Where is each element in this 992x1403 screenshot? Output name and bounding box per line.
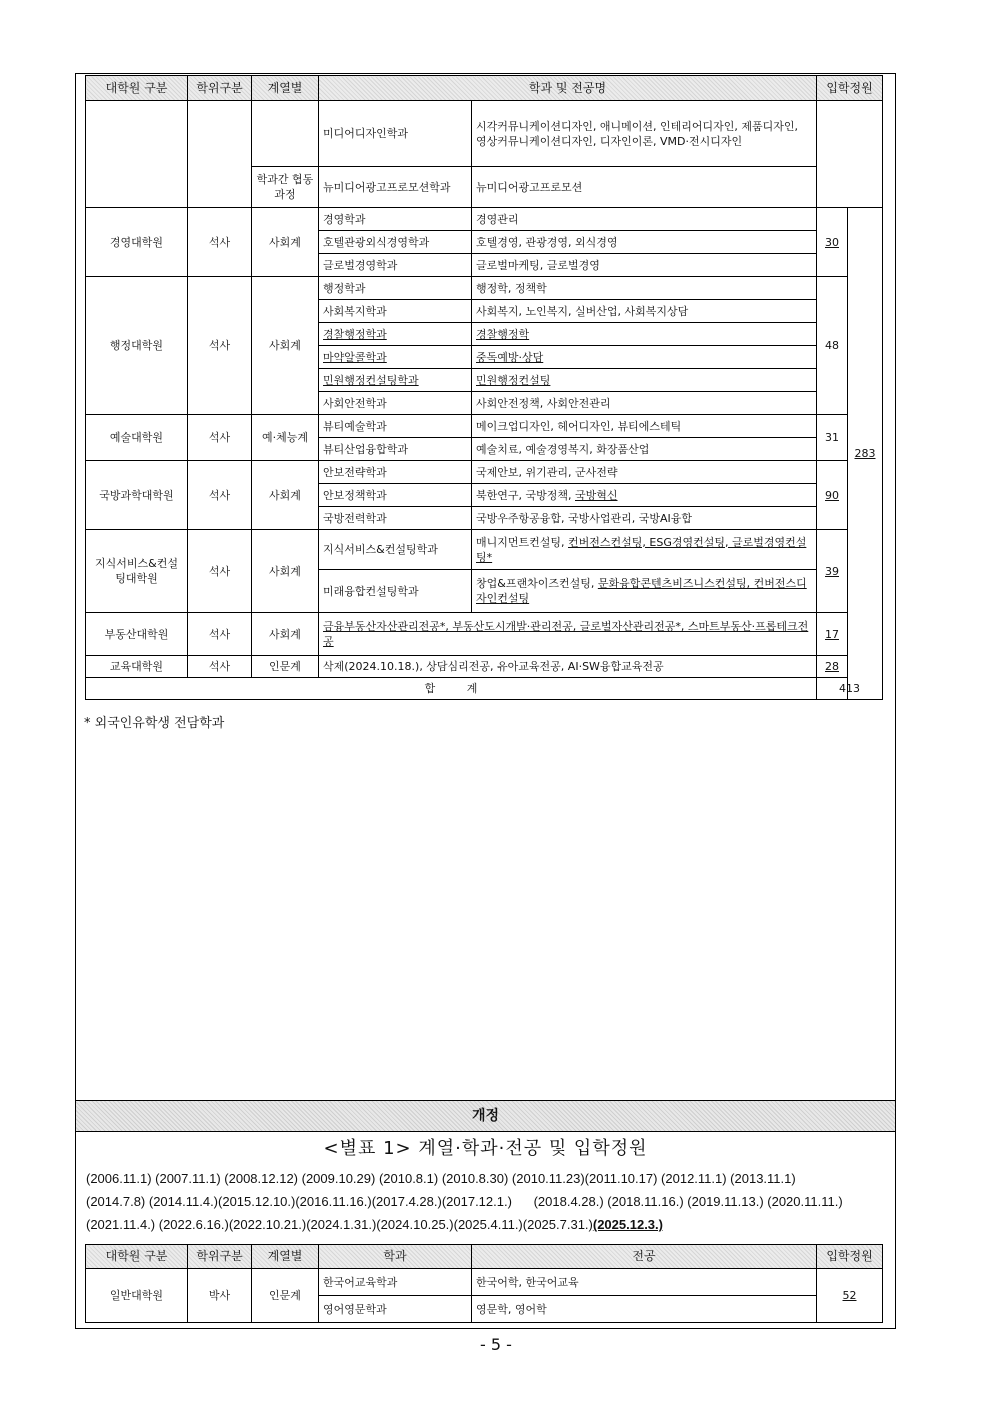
major-cell: 민원행정컨설팅	[472, 369, 817, 392]
dept-cell: 사회안전학과	[319, 392, 472, 415]
series-cell: 예·체능계	[252, 415, 319, 461]
series-cell: 사회계	[252, 613, 319, 656]
dept-cell: 민원행정컨설팅학과	[319, 369, 472, 392]
major-cell: 사회안전정책, 사회안전관리	[472, 392, 817, 415]
revision-dates-line: (2006.11.1) (2007.11.1) (2008.12.12) (2009.10.29) (2010.8.1) (2010.8.30) (2010.11.23)(2011.10.17) (2012.11.1) (2013.11.1)	[86, 1171, 796, 1186]
major-text: 매니지먼트컨설팅,	[476, 535, 569, 549]
quota-cell: 52	[817, 1269, 883, 1323]
quota-cell: 17	[817, 613, 848, 656]
degree-cell: 석사	[188, 613, 252, 656]
dept-cell: 지식서비스&컨설팅학과	[319, 530, 472, 570]
doctoral-quota-table	[85, 1244, 883, 1323]
quota-cell: 31	[817, 415, 848, 461]
school-name: 지식서비스&컨설팅대학원	[86, 530, 188, 613]
dept-cell: 안보전략학과	[319, 461, 472, 484]
revision-dates	[86, 1167, 892, 1236]
major-cell: 경영관리	[472, 208, 817, 231]
series-cell: 사회계	[252, 530, 319, 613]
latest-revision-date: (2025.12.3.)	[592, 1217, 663, 1232]
major-cell: 경찰행정학	[472, 323, 817, 346]
degree-cell: 석사	[188, 415, 252, 461]
major-cell: 중독예방·상담	[472, 346, 817, 369]
header-degree: 학위구분	[188, 1245, 252, 1269]
major-cell	[472, 484, 817, 507]
dept-cell: 경영학과	[319, 208, 472, 231]
major-text-revised: 국방혁신	[575, 488, 618, 502]
degree-cell: 석사	[188, 461, 252, 530]
dept-cell: 경찰행정학과	[319, 323, 472, 346]
revision-bar: 개정	[76, 1100, 895, 1132]
dept-cell: 뷰티예술학과	[319, 415, 472, 438]
page-number: - 5 -	[480, 1335, 512, 1354]
quota-cell: 28	[817, 656, 848, 678]
header-quota: 입학정원	[817, 76, 883, 101]
series-cell: 사회계	[252, 277, 319, 415]
major-cell: 삭제(2024.10.18.), 상담심리전공, 유아교육전공, AI·SW융합교육전공	[319, 656, 817, 678]
quota-cell: 39	[817, 530, 848, 613]
degree-cell: 석사	[188, 277, 252, 415]
major-text: 창업&프랜차이즈컨설팅,	[476, 577, 598, 590]
series-cell: 사회계	[252, 461, 319, 530]
series-cell: 인문계	[252, 656, 319, 678]
total-label: 합 계	[86, 678, 817, 700]
major-cell: 영문학, 영어학	[472, 1296, 817, 1323]
degree-cell: 석사	[188, 208, 252, 277]
header-series: 계열별	[252, 76, 319, 101]
total-value: 413	[817, 678, 883, 700]
major-cell: 행정학, 정책학	[472, 277, 817, 300]
dept-cell: 안보정책학과	[319, 484, 472, 507]
quota-cell: 30	[817, 208, 848, 277]
degree-cell: 박사	[188, 1269, 252, 1323]
major-cell	[472, 570, 817, 613]
empty-cell	[188, 101, 252, 208]
revision-dates-text: (2021.11.4.) (2022.6.16.)(2022.10.21.)(2024.1.31.)(2024.10.25.)(2025.4.11.)(2025.7.31.)	[86, 1217, 593, 1232]
quota-cell: 90	[817, 461, 848, 530]
school-name: 일반대학원	[86, 1269, 188, 1323]
series-cell: 사회계	[252, 208, 319, 277]
header-major: 전공	[472, 1245, 817, 1269]
major-text-revised: 컨버전스컨설팅, ESG경영컨설팅, 글로벌경영컨설팅*	[476, 535, 807, 564]
dept-cell: 영어영문학과	[319, 1296, 472, 1323]
empty-cell	[817, 101, 883, 208]
major-cell	[472, 530, 817, 570]
major-cell: 사회복지, 노인복지, 실버산업, 사회복지상담	[472, 300, 817, 323]
major-cell: 국방우주항공융합, 국방사업관리, 국방AI융합	[472, 507, 817, 530]
major-cell: 국제안보, 위기관리, 군사전략	[472, 461, 817, 484]
dept-cell: 마약알콜학과	[319, 346, 472, 369]
major-cell: 예술치료, 예술경영복지, 화장품산업	[472, 438, 817, 461]
school-name: 행정대학원	[86, 277, 188, 415]
dept-cell: 행정학과	[319, 277, 472, 300]
school-name: 교육대학원	[86, 656, 188, 678]
quota-cell: 48	[817, 277, 848, 415]
footnote: * 외국인유학생 전담학과	[84, 716, 225, 731]
header-series: 계열별	[252, 1245, 319, 1269]
dept-cell: 한국어교육학과	[319, 1269, 472, 1296]
admission-quota-table	[85, 75, 883, 700]
dept-cell: 미래융합컨설팅학과	[319, 570, 472, 613]
header-degree: 학위구분	[188, 76, 252, 101]
major-cell: 뉴미디어광고프로모션	[472, 167, 817, 208]
empty-cell	[86, 101, 188, 208]
special-total-cell: 283	[848, 208, 883, 700]
dept-cell: 호텔관광외식경영학과	[319, 231, 472, 254]
revision-dates-line: (2014.7.8) (2014.11.4.)(2015.12.10.)(2016.11.16.)(2017.4.28.)(2017.12.1.) (2018.4.28.) (2018.11.16.) (2019.11.13.) (2020.11.11.)	[86, 1194, 843, 1209]
degree-cell: 석사	[188, 530, 252, 613]
header-quota: 입학정원	[817, 1245, 883, 1269]
appendix-title: <별표 1> 계열·학과·전공 및 입학정원	[323, 1138, 648, 1159]
series-cell: 인문계	[252, 1269, 319, 1323]
major-cell: 글로벌마케팅, 글로벌경영	[472, 254, 817, 277]
header-graduate-school: 대학원 구분	[86, 1245, 188, 1269]
major-cell: 메이크업디자인, 헤어디자인, 뷰티에스테틱	[472, 415, 817, 438]
empty-cell	[252, 101, 319, 167]
major-cell: 금융부동산자산관리전공*, 부동산도시개발·관리전공, 글로벌자산관리전공*, 스마트부동산·프롭테크전공	[319, 613, 817, 656]
dept-cell: 미디어디자인학과	[319, 101, 472, 167]
school-name: 국방과학대학원	[86, 461, 188, 530]
major-text: 북한연구, 국방정책,	[476, 488, 575, 502]
major-text-revised: 문화융합콘텐츠비즈니스컨설팅, 컨버전스디자인컨설팅	[476, 577, 807, 605]
dept-cell: 글로벌경영학과	[319, 254, 472, 277]
series-cell: 학과간 협동과정	[252, 167, 319, 208]
degree-cell: 석사	[188, 656, 252, 678]
header-dept-major: 학과 및 전공명	[319, 76, 817, 101]
dept-cell: 뷰티산업융합학과	[319, 438, 472, 461]
header-dept: 학과	[319, 1245, 472, 1269]
dept-cell: 사회복지학과	[319, 300, 472, 323]
major-cell: 한국어학, 한국어교육	[472, 1269, 817, 1296]
major-cell: 시각커뮤니케이션디자인, 애니메이션, 인테리어디자인, 제품디자인, 영상커뮤니케이션디자인, 디자인이론, VMD·전시디자인	[472, 101, 817, 167]
header-graduate-school: 대학원 구분	[86, 76, 188, 101]
dept-cell: 뉴미디어광고프로모션학과	[319, 167, 472, 208]
revision-dates-line	[86, 1213, 892, 1236]
major-cell: 호텔경영, 관광경영, 외식경영	[472, 231, 817, 254]
school-name: 예술대학원	[86, 415, 188, 461]
school-name: 부동산대학원	[86, 613, 188, 656]
school-name: 경영대학원	[86, 208, 188, 277]
dept-cell: 국방전력학과	[319, 507, 472, 530]
